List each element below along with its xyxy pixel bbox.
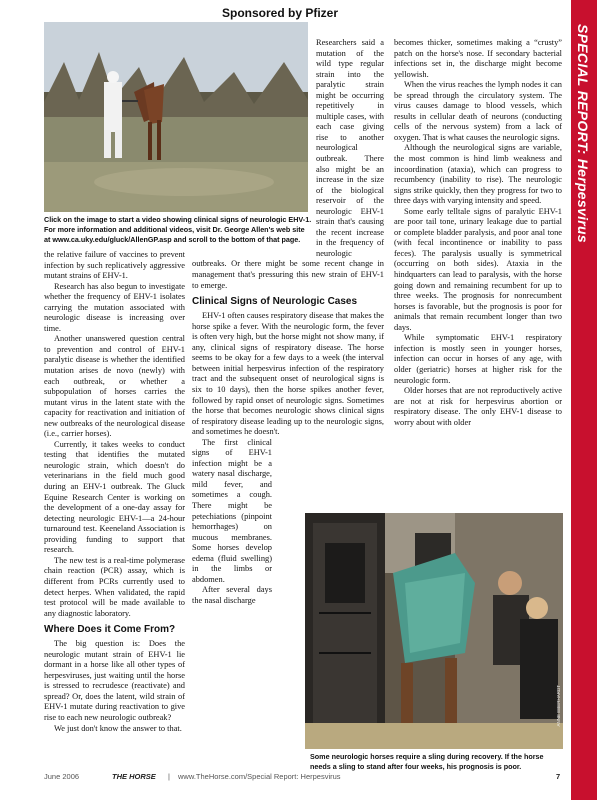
sling-photo: [305, 513, 563, 749]
paragraph: becomes thicker, sometimes making a “crusty” patch on the horse's nose. If secondary bacterial infections set in, the discharge might become yellowish.: [394, 38, 562, 79]
footer-date: June 2006: [44, 772, 80, 781]
figure2-caption: Some neurologic horses require a sling during recovery. If the horse needs a sling to stand after four weeks, his prognosis is poor.: [310, 752, 544, 771]
page-footer: [44, 772, 564, 784]
paragraph: We just don't know the answer to that.: [54, 723, 182, 733]
figure-spacer: [192, 38, 316, 254]
horse-sling-image: [305, 513, 563, 749]
footer-magazine: THE HORSE: [112, 772, 156, 781]
paragraph: Researchers said a mutation of the wild type regular strain into the paralytic strain might be occurring repetitively in multiple cases, with each case giving rise to another neurological outbreak. There also might be an increase in the size of the biological reservoir of the neurologic EHV-1 strain that's causing the recent increase in the frequency of neurologic outbreaks. Or there might be some recent change in management that's pressuring this new strain of EHV-1 to emerge.: [192, 38, 384, 290]
paragraph: Older horses that are not reproductively active are not at risk for herpesvirus abortion or respiratory disease. The only EHV-1 disease to worry about with older: [394, 386, 562, 427]
paragraph: The new test is a real-time polymerase chain reaction (PCR) assay, which is different from PCRs currently used to detect herpes. When validated, the rapid test protocol will be made available to any diagnostic laboratory.: [44, 555, 185, 618]
paragraph: The first clinical signs of EHV-1 infection might be a watery nasal discharge, mild fever, and sometimes a cough. There might be petechiations (pinpoint hemorrhages) on mucous membranes. Some horses develop edema (fluid swelling) in the limbs or abdomen.: [192, 437, 272, 584]
paragraph: After several days the nasal discharge: [192, 585, 272, 605]
section-heading: Where Does it Come From?: [44, 624, 176, 636]
figure1-caption: Click on the image to start a video showing clinical signs of neurologic EHV-1. For more information and additional videos, visit Dr. George Allen's web site at www.ca.uky.edu/gluck/AllenGP.asp and scroll to the bottom of that page.: [44, 215, 312, 244]
paragraph: Research has also begun to investigate whether the frequency of EHV-1 isolates carrying the mutation associated with neurologic disease is increasing over time.: [44, 281, 185, 333]
column-1: [44, 250, 185, 734]
paragraph: The big question is: Does the neurologic mutant strain of EHV-1 lie dormant in a horse like all other types of herpesviruses, just waiting until the horse is stressed to recrudesce (reactivate) and spread? Or, does the latent, wild strain of EHV-1 mutate during reactivation to give rise to each new neurologic outbreak?: [44, 639, 185, 722]
footer-separator: |: [168, 772, 170, 781]
sponsor-header: Sponsored by Pfizer: [221, 6, 339, 20]
paragraph: the relative failure of vaccines to prevent infection by such replicatively aggressive mutant strains of EHV-1.: [44, 250, 185, 281]
photo-credit: ANNE EBERHARDT: [556, 685, 561, 727]
paragraph: Currently, it takes weeks to conduct testing that identifies the mutated neurologic strain, which doesn't do veterinarians in the field much good during an EHV-1 outbreak. The Gluck Equine Research Center is working on the development of a one-day assay for detecting neurologic EHV-1—a 24-hour turnaround test. Keeneland Association is providing funding to support that research.: [44, 439, 185, 555]
paragraph: EHV-1 often causes respiratory disease that makes the horse spike a fever. With the neurologic form, the fever is often very high, but the horse might not show many, if any, clinical signs of respiratory disease. The horse seems to be okay for a few days to a week (the interval between initial herpesvirus infection of the respiratory tract and the subsequent onset of neurological signs is six to 10 days), then the horse spikes another fever, followed by rapid onset of neurologic signs. Sometimes the horse that becomes neurologic shows clinical signs of respiratory disease leading up to the neurologic signs, and sometimes he doesn't.: [192, 311, 384, 437]
section-title: SPECIAL REPORT: Herpesvirus: [575, 24, 591, 243]
footer-url[interactable]: www.TheHorse.com/Special Report: Herpesvirus: [178, 772, 341, 781]
section-heading: Clinical Signs of Neurologic Cases: [192, 296, 358, 308]
section-sidebar: [571, 0, 597, 800]
paragraph: While symptomatic EHV-1 respiratory infection is mostly seen in younger horses, infection can occur in horses of any age, with older (geriatric) horses at higher risk for the neurologic form.: [394, 333, 562, 385]
paragraph: Although the neurological signs are variable, the most common is hind limb weakness and incoordination (ataxia), which can progress to recumbency (inability to rise). The neurologic signs strike quickly, then they progress for two to three days with varying intensity and speed.: [394, 143, 562, 206]
paragraph: When the virus reaches the lymph nodes it can be spread through the circulatory system. The virus causes damage to blood vessels, which results in cellular death of neurons (conducting cells of the nervous system) from a lack of oxygen. That is what causes the neurologic signs.: [394, 80, 562, 142]
page-number: 7: [556, 772, 561, 781]
column-3: [394, 38, 562, 428]
paragraph: Another unanswered question central to prevention and control of EHV-1 paralytic disease is whether the identified mutation arises de novo (newly) with each outbreak, or whether a subpopulation of horses carries the mutant virus in the latent state with the capacity for reactivation and initiation of new outbreaks of the neurological disease (i.e., carrier horses).: [44, 334, 185, 439]
paragraph: Some early telltale signs of paralytic EHV-1 are poor tail tone, urinary leakage due to partial or complete bladder paralysis, and poor anal tone (with fecal incontinence or inability to pass feces). The paralysis usually is symmetrical (occurring on both sides). Ataxia in the hindquarters can lead to paralysis, with the horse going down and remaining recumbent for up to three weeks. The prognosis for nonrecumbent horses is favorable, but the prognosis is poor for animals that remain recumbent longer than two days.: [394, 206, 562, 332]
